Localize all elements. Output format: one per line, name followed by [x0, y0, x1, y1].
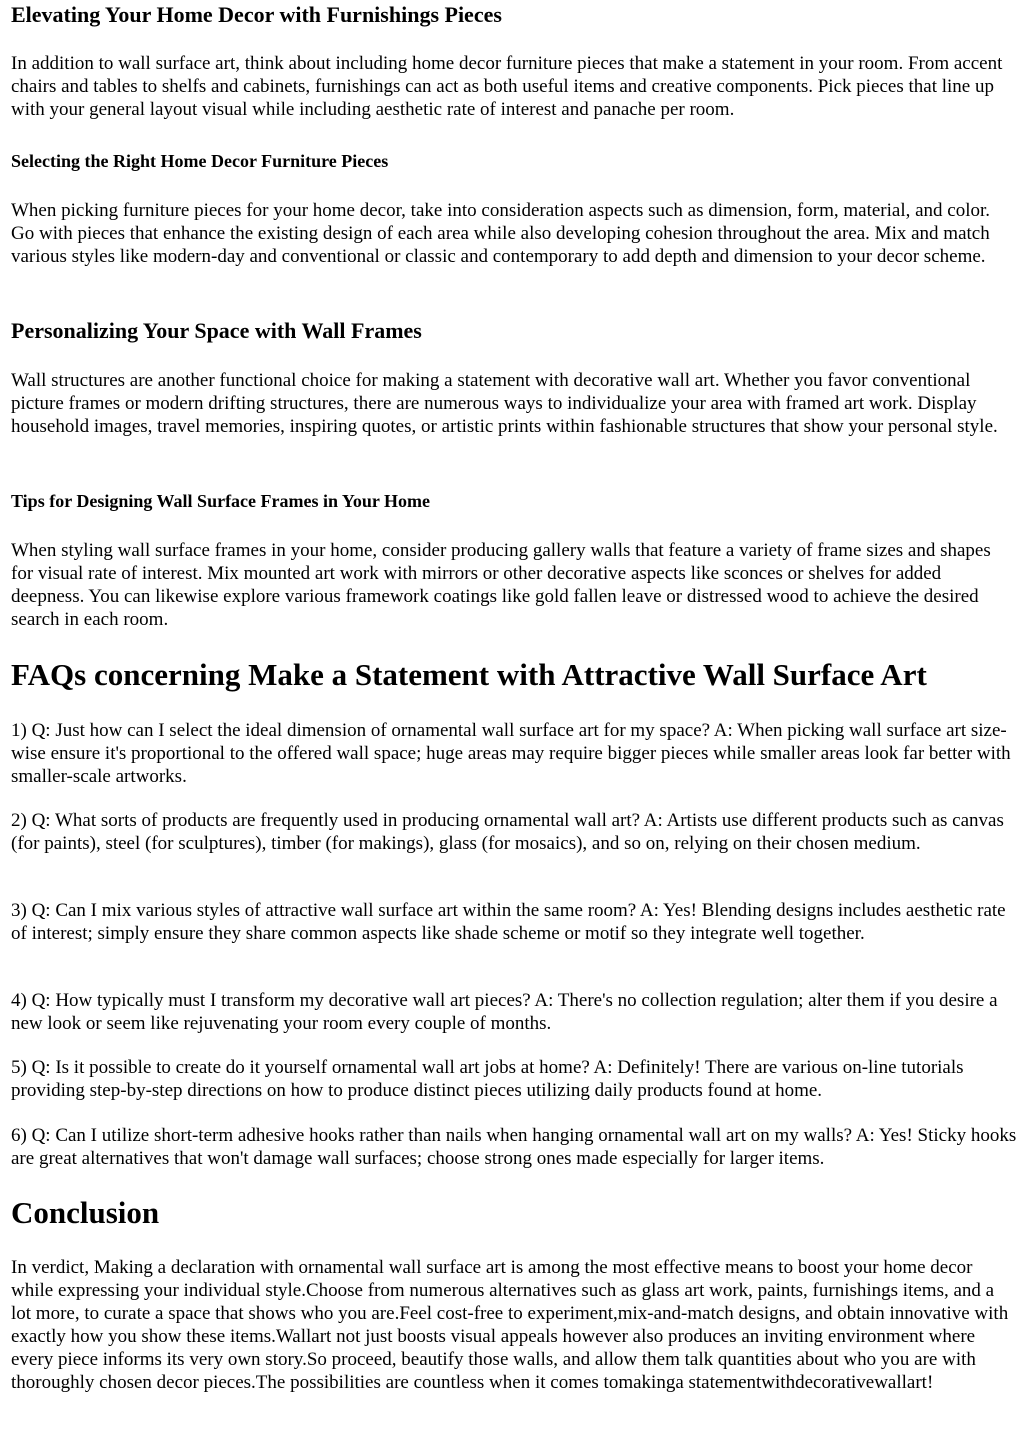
- section-body-elevating: In addition to wall surface art, think about including home decor furniture pieces that make a statement in your room. From accent chairs and tables to shelfs and cabinets, furnishings can act as both useful items and creative components. Pick pieces that line up with your general layout visual while including aesthetic rate of interest and panache per room.: [11, 53, 1003, 120]
- conclusion-heading: Conclusion: [11, 1195, 160, 1230]
- faq-item: 2) Q: What sorts of products are frequently used in producing ornamental wall art? A: Artists use different products such as canvas (for paints), steel (for sculptures), timber (for makings), glass (for mosaics), and so on, relying on their chosen medium.: [11, 810, 1004, 854]
- section-heading-personalizing: Personalizing Your Space with Wall Frames: [11, 318, 422, 343]
- subsection-heading-selecting: Selecting the Right Home Decor Furniture Pieces: [11, 151, 389, 171]
- faq-item: 3) Q: Can I mix various styles of attractive wall surface art within the same room? A: Yes! Blending designs includes aesthetic rate of interest; simply ensure they share common aspects like shade scheme or motif so they integrate well together.: [11, 900, 1006, 944]
- faqs-heading: FAQs concerning Make a Statement with Attractive Wall Surface Art: [11, 657, 927, 692]
- subsection-body-tips: When styling wall surface frames in your home, consider producing gallery walls that feature a variety of frame sizes and shapes for visual rate of interest. Mix mounted art work with mirrors or other decorative aspects like sconces or shelves for added deepness. You can likewise explore various framework coatings like gold fallen leave or distressed wood to achieve the desired search in each room.: [11, 540, 991, 630]
- faq-item: 4) Q: How typically must I transform my decorative wall art pieces? A: There's no collection regulation; alter them if you desire a new look or seem like rejuvenating your room every couple of months.: [11, 990, 998, 1034]
- section-heading-elevating: Elevating Your Home Decor with Furnishings Pieces: [11, 2, 502, 27]
- faq-item: 5) Q: Is it possible to create do it yourself ornamental wall art jobs at home? A: Definitely! There are various on-line tutorials providing step-by-step directions on how to produce distinct pieces utilizing daily products found at home.: [11, 1057, 964, 1101]
- subsection-body-selecting: When picking furniture pieces for your home decor, take into consideration aspects such as dimension, form, material, and color. Go with pieces that enhance the existing design of each area while also developing cohesion throughout the area. Mix and match various styles like modern-day and conventional or classic and contemporary to add depth and dimension to your decor scheme.: [11, 200, 991, 267]
- faq-item: 1) Q: Just how can I select the ideal dimension of ornamental wall surface art for my space? A: When picking wall surface art size-wise ensure it's proportional to the offered wall space; huge areas may require bigger pieces while smaller areas look far better with smaller-scale artworks.: [11, 720, 1011, 787]
- faq-item: 6) Q: Can I utilize short-term adhesive hooks rather than nails when hanging ornamental wall art on my walls? A: Yes! Sticky hooks are great alternatives that won't damage wall surfaces; choose strong ones made especially for larger items.: [11, 1125, 1017, 1169]
- conclusion-body: In verdict, Making a declaration with ornamental wall surface art is among the most effective means to boost your home decor while expressing your individual style.Choose from numerous alternatives such as glass art work, paints, furnishings items, and a lot more, to curate a space that shows who you are.Feel cost-free to experiment,mix-and-match designs, and obtain innovative with exactly how you show these items.Wallart not just boosts visual appeals however also produces an inviting environment where every piece informs its very own story.So proceed, beautify those walls, and allow them talk quantities about who you are with thoroughly chosen decor pieces.The possibilities are countless when it comes tomakinga statementwithdecorativewallart!: [11, 1257, 1009, 1393]
- subsection-heading-tips: Tips for Designing Wall Surface Frames in Your Home: [11, 491, 431, 511]
- section-body-personalizing: Wall structures are another functional choice for making a statement with decorative wall art. Whether you favor conventional picture frames or modern drifting structures, there are numerous ways to individualize your area with framed art work. Display household images, travel memories, inspiring quotes, or artistic prints within fashionable structures that show your personal style.: [11, 370, 998, 437]
